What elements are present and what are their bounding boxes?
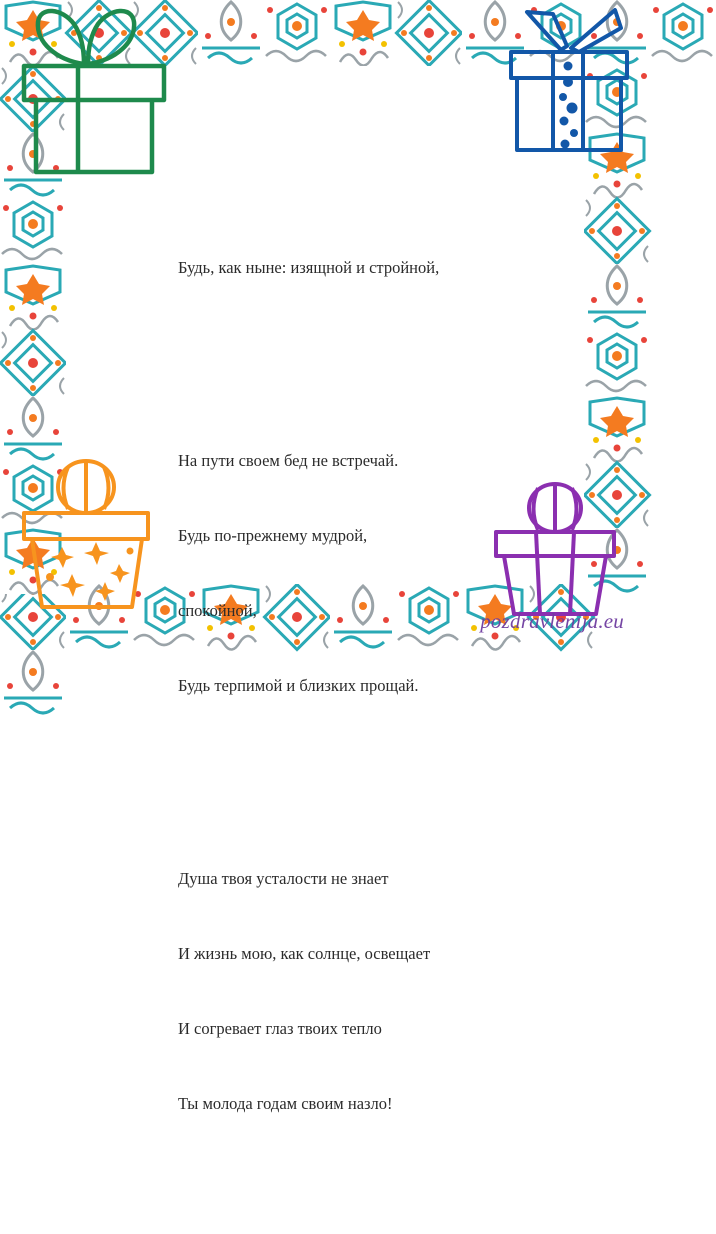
border-tile	[0, 330, 66, 396]
border-tile	[584, 396, 650, 462]
orange-gift-box-icon	[6, 459, 166, 614]
blue-gift-box-icon	[497, 2, 642, 167]
border-tile	[0, 198, 66, 264]
verse-line: И согревает глаз твоих тепло	[178, 1019, 382, 1038]
watermark-label: pozdravlenija.eu	[480, 609, 624, 633]
verse-line: Будь, как ныне: изящной и стройной,	[178, 258, 440, 277]
border-tile	[0, 396, 66, 462]
border-tile	[584, 198, 650, 264]
verse-stanza-2	[178, 398, 578, 748]
border-tile	[0, 264, 66, 330]
verse-text	[178, 155, 578, 1234]
verse-stanza-3	[178, 816, 578, 1166]
border-tile	[330, 0, 396, 66]
verse-line: Будь по-прежнему мудрой,	[178, 526, 368, 545]
border-tile	[584, 330, 650, 396]
border-tile	[198, 0, 264, 66]
border-tile	[0, 650, 66, 716]
border-tile	[264, 0, 330, 66]
verse-line: спокойной,	[178, 601, 257, 620]
border-tile	[650, 0, 716, 66]
green-gift-box-icon	[6, 2, 176, 182]
verse-stanza-1	[178, 205, 578, 330]
border-tile	[396, 0, 462, 66]
verse-line: На пути своем бед не встречай.	[178, 451, 399, 470]
verse-line: Ты молода годам своим назло!	[178, 1094, 393, 1113]
border-tile	[584, 264, 650, 330]
verse-line: И жизнь мою, как солнце, освещает	[178, 944, 431, 963]
verse-line: Будь терпимой и близких прощай.	[178, 676, 419, 695]
verse-line: Душа твоя усталости не знает	[178, 869, 389, 888]
